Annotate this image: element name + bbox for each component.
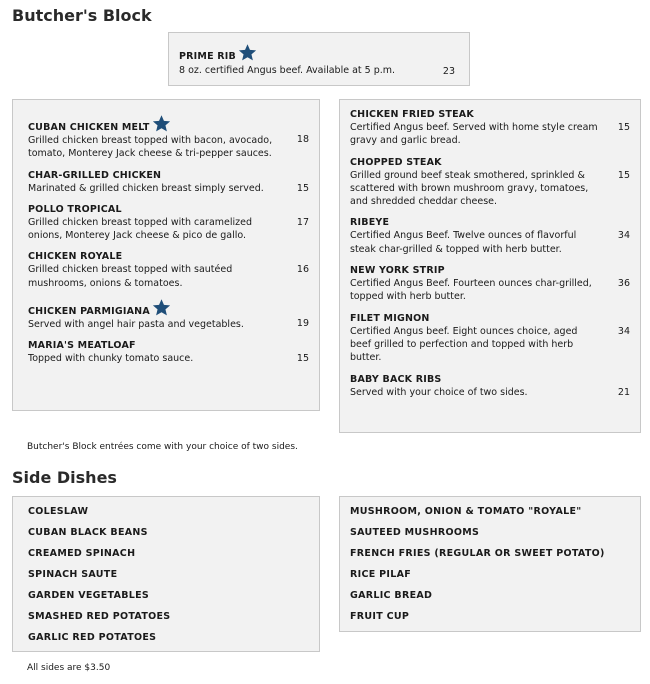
menu-item-price: 18 — [296, 134, 309, 145]
side-dish-item: FRENCH FRIES (REGULAR OR SWEET POTATO) — [350, 548, 605, 559]
entree-list-right — [339, 99, 641, 433]
menu-item-name: NEW YORK STRIP — [350, 265, 445, 277]
menu-item — [28, 203, 319, 243]
menu-item-price: 15 — [296, 182, 309, 194]
menu-item-price: 19 — [296, 318, 309, 330]
side-dish-item: FRUIT CUP — [350, 611, 410, 622]
entree-note: Butcher's Block entrées come with your choice of two sides. — [27, 442, 298, 452]
menu-item-desc: Certified Angus Beef. Fourteen ounces char-grilled, topped with herb butter. — [350, 278, 592, 303]
menu-item — [28, 298, 319, 331]
menu-item-desc: Topped with chunky tomato sauce. — [28, 353, 194, 365]
side-dish-item: MUSHROOM, ONION & TOMATO "ROYALE" — [350, 506, 582, 517]
menu-item-name: POLLO TROPICAL — [28, 203, 122, 215]
side-dish-item: CUBAN BLACK BEANS — [28, 527, 148, 538]
menu-item-name: CHOPPED STEAK — [350, 156, 442, 168]
menu-item-desc: Certified Angus beef. Eight ounces choice, aged beef grilled to perfection and topped with herb butter. — [350, 325, 578, 364]
side-dish-item: GARDEN VEGETABLES — [28, 590, 150, 601]
menu-item — [350, 373, 640, 399]
menu-item-desc: Served with angel hair pasta and vegetables. — [28, 319, 244, 331]
featured-item-name: PRIME RIB — [179, 51, 236, 62]
star-icon — [152, 298, 171, 317]
sides-title: Side Dishes — [12, 468, 117, 487]
menu-item — [28, 250, 319, 290]
menu-item-price: 36 — [617, 278, 630, 290]
menu-item — [350, 108, 640, 148]
menu-item-desc: Grilled chicken breast topped with bacon, avocado, tomato, Monterey Jack cheese & tri-pepper sauces. — [28, 135, 273, 160]
menu-item — [350, 264, 640, 304]
star-icon — [152, 114, 171, 133]
menu-item — [28, 169, 319, 195]
menu-item-name: CUBAN CHICKEN MELT — [28, 122, 150, 133]
side-dish-item: COLESLAW — [28, 506, 89, 517]
menu-item-name: FILET MIGNON — [350, 312, 430, 324]
menu-item-price: 21 — [617, 386, 630, 398]
featured-item — [179, 43, 457, 77]
sides-note: All sides are $3.50 — [27, 663, 111, 673]
side-dish-item: SPINACH SAUTE — [28, 569, 118, 580]
side-dish-item: GARLIC BREAD — [350, 590, 433, 601]
menu-item — [28, 114, 319, 161]
sides-list-left — [12, 496, 320, 652]
menu-item-name: CHICKEN ROYALE — [28, 251, 123, 263]
menu-item-price: 16 — [296, 264, 309, 276]
side-dish-item: SAUTEED MUSHROOMS — [350, 527, 480, 538]
featured-item-price: 23 — [442, 66, 455, 77]
menu-item-desc: Grilled chicken breast topped with caramelized onions, Monterey Jack cheese & pico de gallo. — [28, 216, 253, 242]
menu-item-price: 15 — [617, 122, 630, 133]
menu-item-price: 15 — [296, 353, 309, 365]
menu-item-desc: Served with your choice of two sides. — [350, 386, 528, 398]
side-dish-item: GARLIC RED POTATOES — [28, 632, 157, 643]
menu-item-name: CHICKEN PARMIGIANA — [28, 306, 150, 318]
menu-item-desc: Marinated & grilled chicken breast simply served. — [28, 182, 264, 194]
featured-item-desc: 8 oz. certified Angus beef. Available at 5 p.m. — [179, 65, 396, 76]
menu-item-desc: Certified Angus beef. Served with home style cream gravy and garlic bread. — [350, 122, 598, 147]
menu-item-name: CHICKEN FRIED STEAK — [350, 109, 474, 120]
menu-item-desc: Grilled chicken breast topped with sautéed mushrooms, onions & tomatoes. — [28, 264, 233, 289]
sides-list-right — [339, 496, 641, 632]
menu-item-price: 15 — [617, 169, 630, 181]
menu-item-price: 34 — [617, 325, 630, 337]
menu-item-price: 34 — [617, 230, 630, 242]
menu-item-name: RIBEYE — [350, 217, 390, 229]
star-icon — [238, 43, 257, 62]
menu-item — [350, 312, 640, 365]
menu-item — [350, 156, 640, 209]
side-dish-item: SMASHED RED POTATOES — [28, 611, 171, 622]
featured-item-box — [168, 32, 470, 86]
side-dish-item: RICE PILAF — [350, 569, 412, 580]
side-dish-item: CREAMED SPINACH — [28, 548, 136, 559]
menu-item — [28, 339, 319, 365]
menu-item-price: 17 — [296, 216, 309, 228]
page-title: Butcher's Block — [12, 6, 152, 25]
entree-list-left — [12, 99, 320, 411]
menu-item-desc: Grilled ground beef steak smothered, sprinkled & scattered with brown mushroom gravy, tomatoes, and shredded cheddar cheese. — [350, 169, 589, 208]
menu-item — [350, 216, 640, 256]
menu-item-name: BABY BACK RIBS — [350, 373, 442, 385]
menu-item-name: MARIA'S MEATLOAF — [28, 340, 136, 352]
menu-item-desc: Certified Angus Beef. Twelve ounces of flavorful steak char-grilled & topped with herb butter. — [350, 230, 577, 255]
menu-item-name: CHAR-GRILLED CHICKEN — [28, 169, 162, 181]
